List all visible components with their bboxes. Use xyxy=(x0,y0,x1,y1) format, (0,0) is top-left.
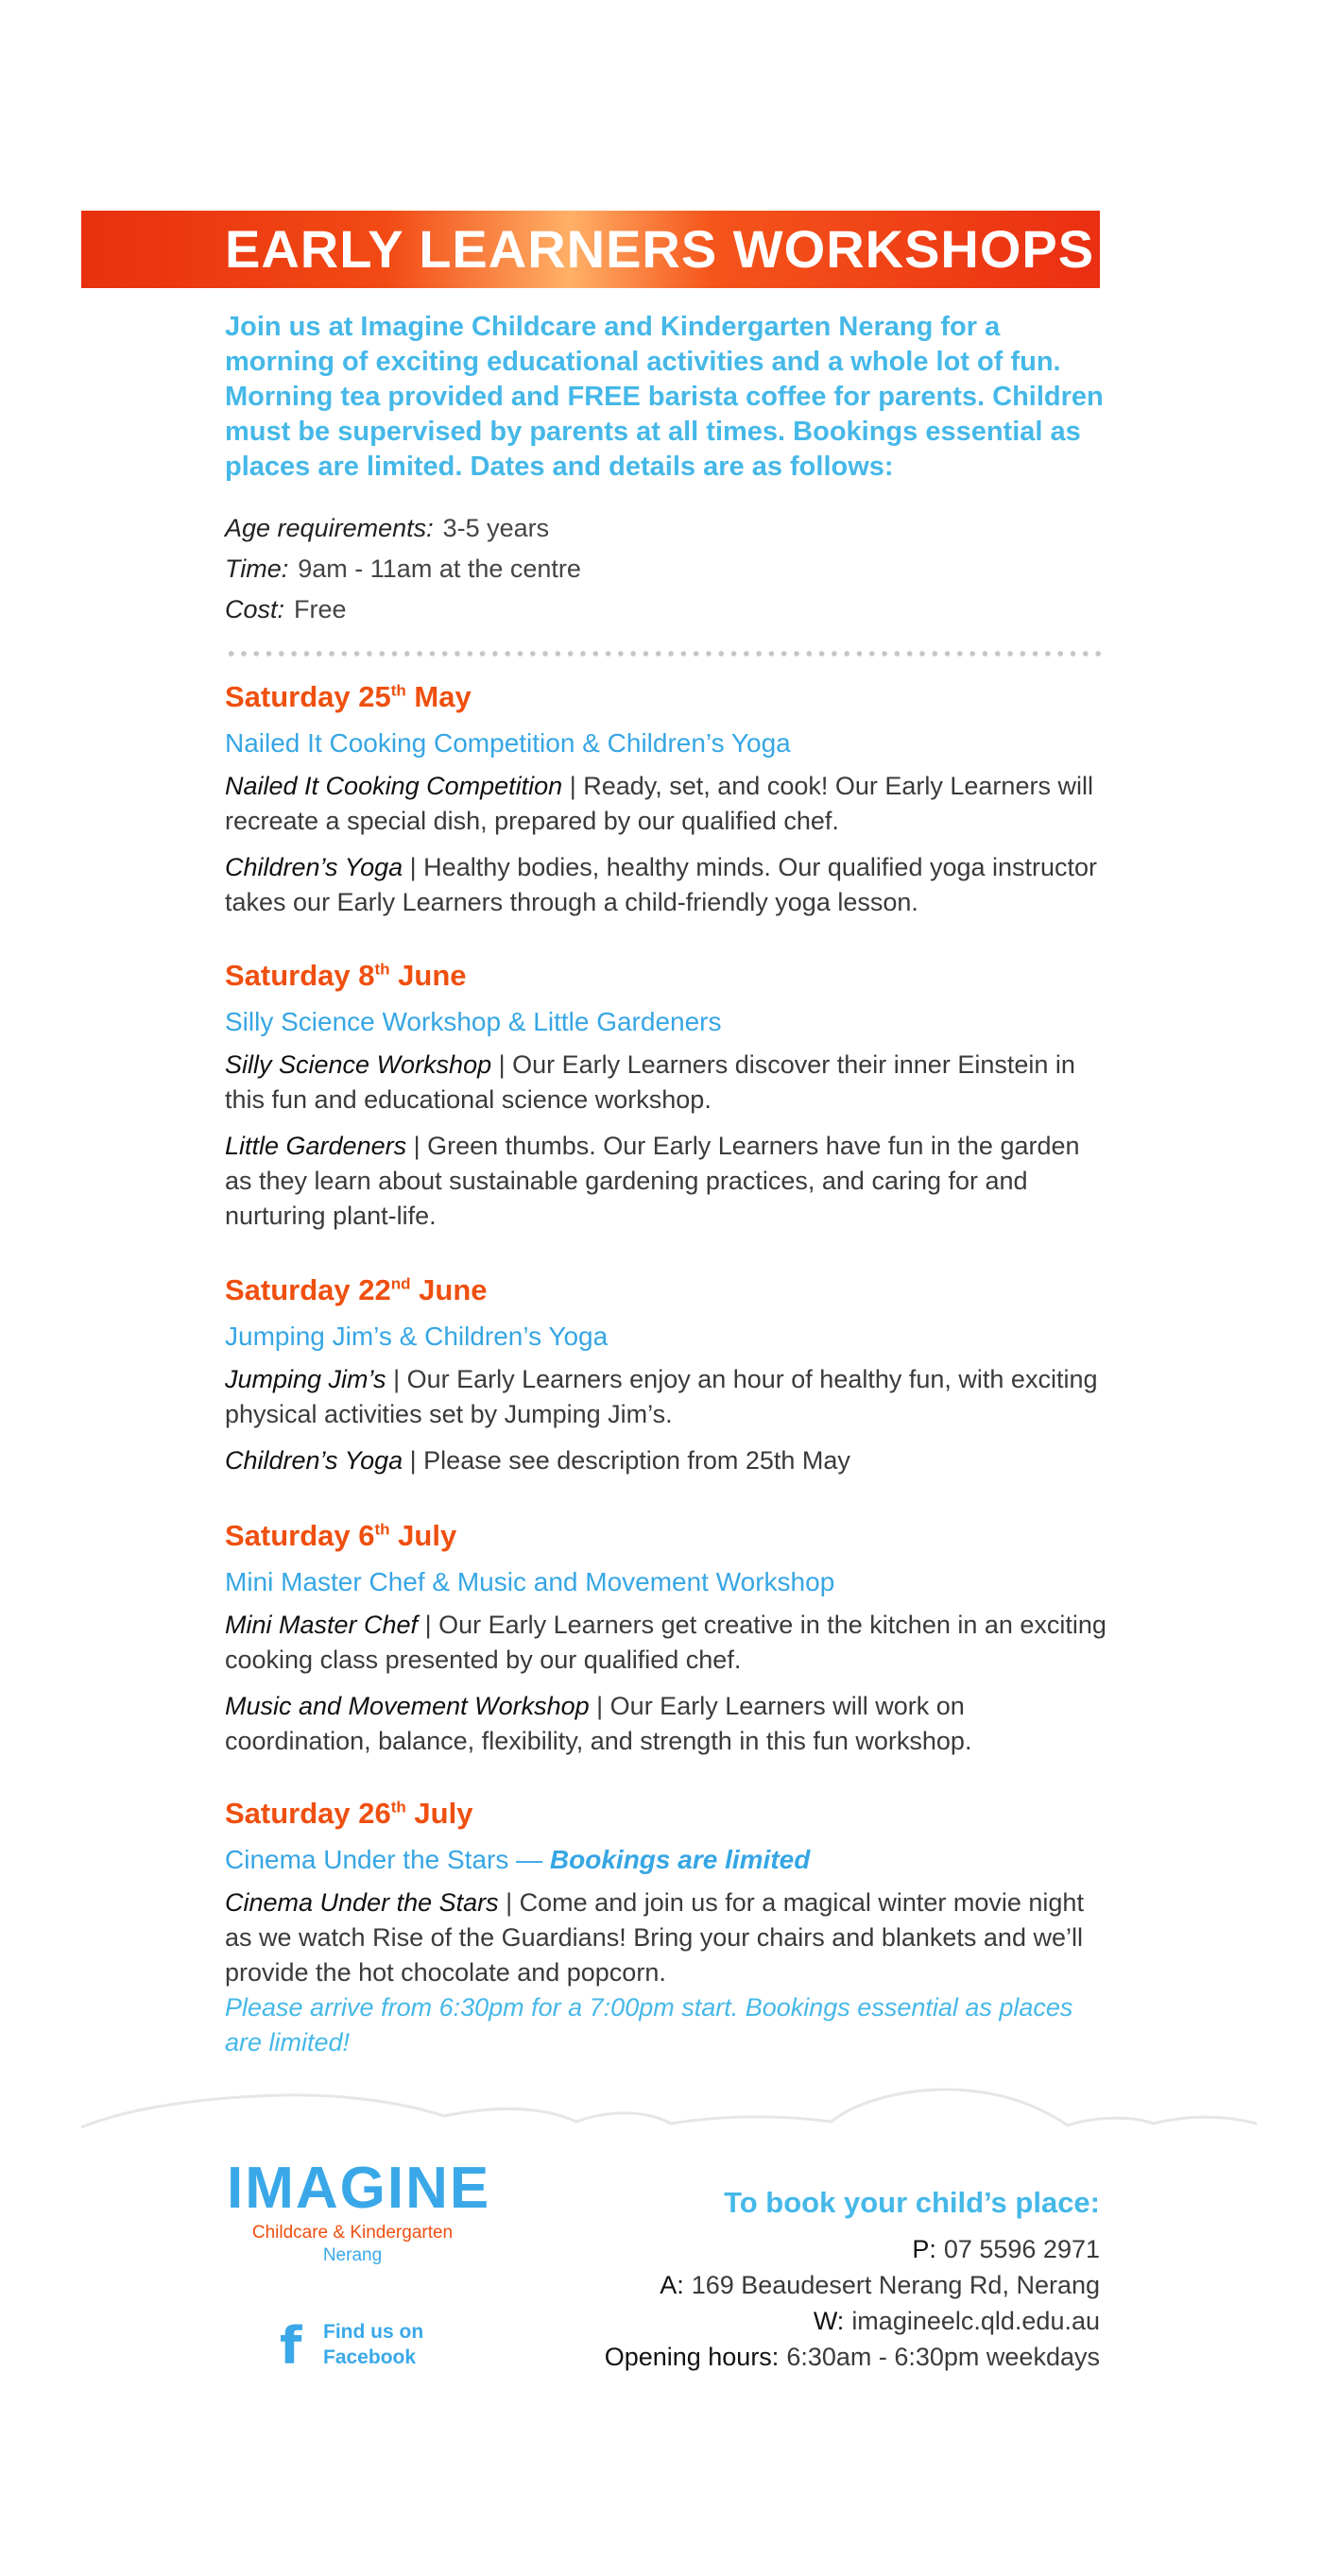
intro-text: Join us at Imagine Childcare and Kindergarten Nerang for a morning of exciting educational activities and a whole lot of fun. Morning tea provided and FREE barista coffee for parents. Children must be supervised by parents at all times. Bookings essential as places are limited. Dates and details are as follows: xyxy=(225,312,1104,482)
facebook-icon: f xyxy=(280,2316,302,2376)
facebook-link[interactable] xyxy=(280,2317,469,2374)
event-title: Cinema Under the Stars — Bookings are limited xyxy=(225,1845,811,1874)
detail-label: Time: xyxy=(225,554,289,583)
detail-value: Free xyxy=(294,595,347,623)
imagine-logo xyxy=(227,2156,510,2267)
event-item: Mini Master Chef | Our Early Learners get creative in the kitchen in an exciting cooking class presented by our qualified chef. xyxy=(225,1611,1106,1674)
event-title: Nailed It Cooking Competition & Children’s Yoga xyxy=(225,728,791,758)
logo-subtitle: Childcare & Kindergarten xyxy=(251,2223,454,2243)
event-item: Children’s Yoga | Healthy bodies, healthy minds. Our qualified yoga instructor takes our Early Learners through a child-friendly yoga lesson. xyxy=(225,853,1098,916)
detail-label: Cost: xyxy=(225,595,285,623)
logo-location: Nerang xyxy=(322,2245,383,2265)
event-22-june xyxy=(225,1271,1113,1490)
event-date: Saturday 22nd June xyxy=(225,1273,488,1306)
event-item: Nailed It Cooking Competition | Ready, set, and cook! Our Early Learners will recreate a special dish, prepared by our qualified chef. xyxy=(225,772,1093,835)
event-item: Children’s Yoga | Please see description from 25th May xyxy=(225,1446,850,1475)
event-6-july xyxy=(225,1517,1113,1770)
header-banner xyxy=(81,211,1100,288)
logo-wordmark: IMAGINE xyxy=(227,2156,491,2221)
contact-website[interactable]: W: imagineelc.qld.edu.au xyxy=(813,2307,1100,2335)
contact-hours: Opening hours: 6:30am - 6:30pm weekdays xyxy=(604,2343,1100,2371)
contact-address: A: 169 Beaudesert Nerang Rd, Nerang xyxy=(660,2271,1100,2299)
dotted-divider xyxy=(225,650,1104,657)
booking-contact xyxy=(605,2182,1100,2375)
detail-age xyxy=(225,508,1104,549)
event-date: Saturday 25th May xyxy=(225,680,472,713)
event-title: Silly Science Workshop & Little Gardeners xyxy=(225,1007,722,1036)
event-date: Saturday 26th July xyxy=(225,1797,473,1830)
event-8-june xyxy=(225,957,1113,1245)
event-item: Jumping Jim’s | Our Early Learners enjoy an hour of healthy fun, with exciting physical activities set by Jumping Jim’s. xyxy=(225,1365,1098,1428)
contact-title: To book your child’s place: xyxy=(724,2186,1100,2219)
detail-cost xyxy=(225,589,1104,630)
event-25-may xyxy=(225,678,1113,931)
cloud-divider xyxy=(0,2069,1338,2163)
page-title: EARLY LEARNERS WORKSHOPS xyxy=(225,219,1095,279)
event-title: Jumping Jim’s & Children’s Yoga xyxy=(225,1322,609,1351)
event-date: Saturday 8th June xyxy=(225,959,467,992)
event-title: Mini Master Chef & Music and Movement Workshop xyxy=(225,1567,835,1596)
event-item: Cinema Under the Stars | Come and join us for a magical winter movie night as we watch Rise of the Guardians! Bring your chairs and blankets and we’ll provide the hot chocolate and popcorn. xyxy=(225,1888,1084,1987)
event-date: Saturday 6th July xyxy=(225,1519,457,1552)
details-list xyxy=(225,508,1104,630)
detail-value: 9am - 11am at the centre xyxy=(298,554,581,583)
detail-label: Age requirements: xyxy=(225,514,434,542)
event-note: Please arrive from 6:30pm for a 7:00pm start. Bookings essential as places are limited! xyxy=(225,1993,1073,2056)
event-item: Little Gardeners | Green thumbs. Our Early Learners have fun in the garden as they learn about sustainable gardening practices, and caring for and nurturing plant-life. xyxy=(225,1132,1080,1230)
event-item: Music and Movement Workshop | Our Early Learners will work on coordination, balance, flexibility, and strength in this fun workshop. xyxy=(225,1692,972,1755)
detail-time xyxy=(225,549,1104,589)
detail-value: 3-5 years xyxy=(442,514,550,542)
contact-phone: P: 07 5596 2971 xyxy=(912,2235,1100,2263)
event-26-july xyxy=(225,1795,1113,2060)
facebook-text: Find us on Facebook xyxy=(323,2321,424,2368)
event-item: Silly Science Workshop | Our Early Learners discover their inner Einstein in this fun and educational science workshop. xyxy=(225,1050,1075,1114)
